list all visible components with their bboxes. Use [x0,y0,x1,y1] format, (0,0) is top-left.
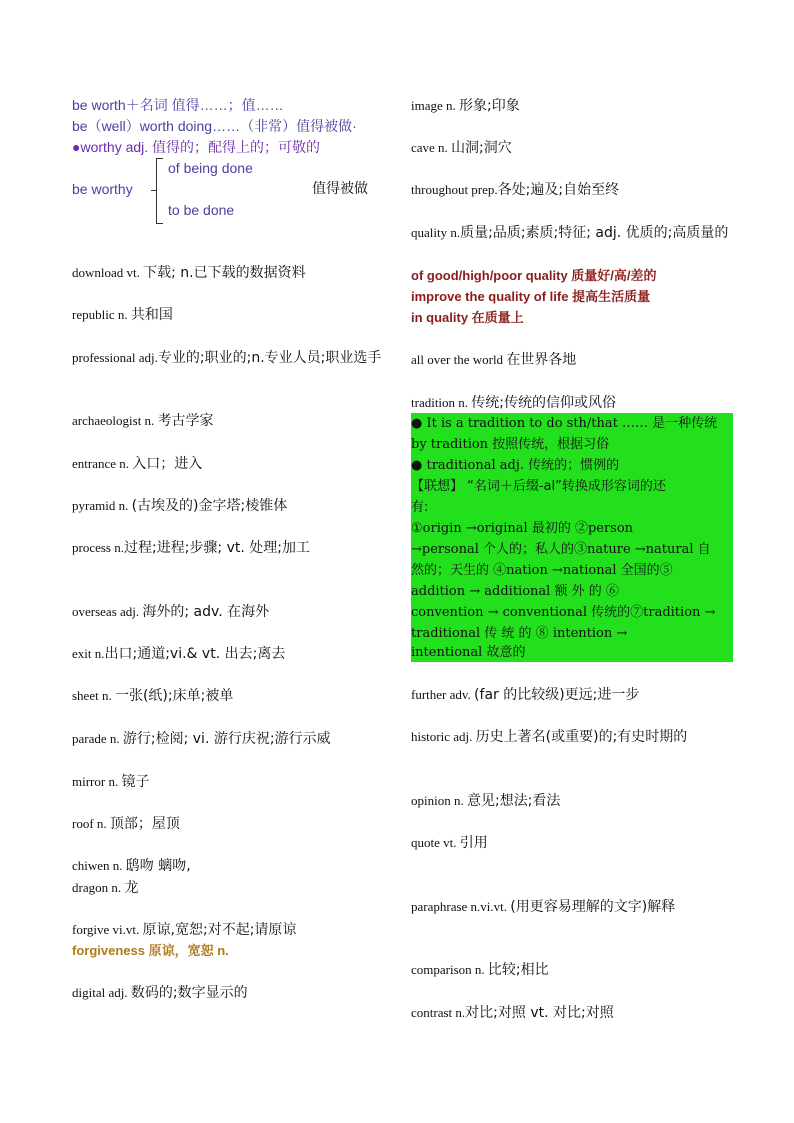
highlight-line: traditional 传 统 的 ⑧ intention → [411,626,628,641]
vocab-entry-opinion: opinion n. 意见;想法;看法 [411,793,561,809]
vocab-entry-download: download vt. 下载; n.已下载的数据资料 [72,265,306,281]
highlight-line: 然的；天生的 ④nation →national 全国的⑤ [411,563,673,578]
quality-phrase-3: in quality 在质量上 [411,310,524,325]
highlight-line: ①origin →original 最初的 ②person [411,521,634,536]
be-worthy-label: be worthy [72,181,133,197]
vocab-entry-digital: digital adj. 数码的;数字显示的 [72,985,248,1001]
vocab-entry-tradition: tradition n. 传统;传统的信仰或风俗 [411,395,617,411]
vocab-entry-overseas: overseas adj. 海外的; adv. 在海外 [72,604,270,620]
quality-phrase-1: of good/high/poor quality 质量好/高/差的 [411,268,657,283]
vocab-entry-process: process n.过程;进程;步骤; vt. 处理;加工 [72,540,310,556]
be-worth-phrase: be worth＋名词 值得……；值…… [72,97,284,113]
vocab-entry-quality: quality n.质量;品质;素质;特征; adj. 优质的;高质量的 [411,225,729,241]
of-being-done-option: of being done [168,160,253,176]
be-well-worth-doing-phrase: be（well）worth doing……（非常）值得被做· [72,118,357,134]
highlight-line: 有: [411,500,429,515]
vocab-entry-republic: republic n. 共和国 [72,307,173,323]
vocab-entry-chiwen: chiwen n. 鸱吻 螭吻, [72,858,191,874]
highlight-line: →personal 个人的；私人的③nature →natural 自 [411,542,711,557]
vocab-entry-historic: historic adj. 历史上著名(或重要)的;有史时期的 [411,729,688,745]
vocab-entry-contrast: contrast n.对比;对照 vt. 对比;对照 [411,1005,614,1021]
worthy-meaning: 值得被做 [312,181,368,197]
highlight-line: by tradition 按照传统，根据习俗 [411,437,610,452]
vocab-entry-image: image n. 形象;印象 [411,98,520,114]
vocab-entry-archaeologist: archaeologist n. 考古学家 [72,413,214,429]
quality-phrase-2: improve the quality of life 提高生活质量 [411,289,651,304]
forgiveness-note: forgiveness 原谅，宽恕 n. [72,943,229,958]
vocab-entry-sheet: sheet n. 一张(纸);床单;被单 [72,688,234,704]
highlight-line: addition → additional 额 外 的 ⑥ [411,584,619,599]
vocab-entry-all-over-the-world: all over the world 在世界各地 [411,352,577,368]
vocab-entry-roof: roof n. 顶部；屋顶 [72,816,180,832]
highlight-line: intentional 故意的 [411,645,526,660]
vocab-entry-quote: quote vt. 引用 [411,835,488,851]
highlight-line: ● It is a tradition to do sth/that …… 是一种传统 [411,416,718,431]
vocab-entry-comparison: comparison n. 比较;相比 [411,962,549,978]
vocab-entry-exit: exit n.出口;通道;vi.& vt. 出去;离去 [72,646,286,662]
vocab-entry-pyramid: pyramid n. (古埃及的)金字塔;棱锥体 [72,498,288,514]
highlight-line: ● traditional adj. 传统的；惯例的 [411,458,620,473]
highlight-line: convention → conventional 传统的⑦tradition → [411,605,716,620]
vocab-entry-dragon: dragon n. 龙 [72,880,139,896]
vocab-entry-cave: cave n. 山洞;洞穴 [411,140,512,156]
vocab-entry-parade: parade n. 游行;检阅; vi. 游行庆祝;游行示威 [72,731,331,747]
tradition-highlight-block [411,413,733,662]
vocab-entry-further: further adv. (far 的比较级)更远;进一步 [411,687,640,703]
to-be-done-option: to be done [168,202,235,218]
vocab-entry-forgive: forgive vi.vt. 原谅,宽恕;对不起;请原谅 [72,922,297,938]
vocab-entry-throughout: throughout prep.各处;遍及;自始至终 [411,182,620,198]
vocab-entry-entrance: entrance n. 入口；进入 [72,456,203,472]
vocab-entry-paraphrase: paraphrase n.vi.vt. (用更容易理解的文字)解释 [411,899,676,915]
vocab-entry-professional: professional adj.专业的;职业的;n.专业人员;职业选手 [72,350,382,366]
highlight-line: 【联想】 “名词＋后缀-al”转换成形容词的还 [411,479,666,494]
brace-bracket [156,158,163,224]
worthy-adj-entry: ●worthy adj. 值得的；配得上的；可敬的 [72,139,321,155]
vocab-entry-mirror: mirror n. 镜子 [72,774,150,790]
